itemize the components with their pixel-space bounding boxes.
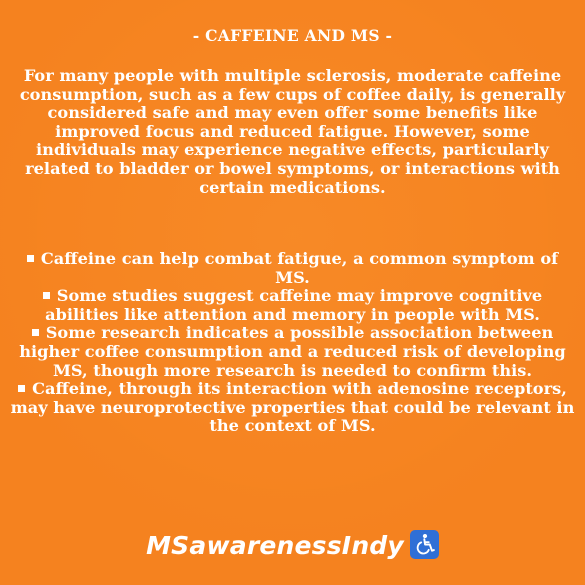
- bullet-marker-icon: [43, 292, 50, 299]
- signature-handle: MSawarenessIndy: [146, 531, 404, 560]
- bullet-marker-icon: [32, 329, 39, 336]
- list-item-text: Some studies suggest caffeine may improve cognitive abilities like attention and memory in people with MS.: [45, 286, 543, 324]
- signature: [0, 530, 585, 560]
- list-item-text: Caffeine, through its interaction with adenosine receptors, may have neuroprotective properties that could be relevant in the context of MS.: [10, 379, 575, 436]
- list-item-text: Some research indicates a possible association between higher coffee consumption and a reduced risk of developing MS, though more research is needed to confirm this.: [19, 323, 566, 380]
- bullet-marker-icon: [27, 255, 34, 262]
- bullet-list: [10, 250, 575, 436]
- wheelchair-icon: [410, 530, 439, 559]
- intro-paragraph: For many people with multiple sclerosis, moderate caffeine consumption, such as a few cups of coffee daily, is generally considered safe and may even offer some benefits like improved focus and reduced fatigue. However, some individuals may experience negative effects, particularly related to bladder or bowel symptoms, or interactions with certain medications.: [19, 66, 566, 197]
- list-item: [10, 380, 575, 436]
- list-item-text: Caffeine can help combat fatigue, a common symptom of MS.: [40, 249, 559, 287]
- page-title: - CAFFEINE AND MS -: [192, 26, 393, 45]
- list-item: [10, 250, 575, 287]
- list-item: [10, 324, 575, 380]
- list-item: [10, 287, 575, 324]
- bullet-marker-icon: [18, 385, 25, 392]
